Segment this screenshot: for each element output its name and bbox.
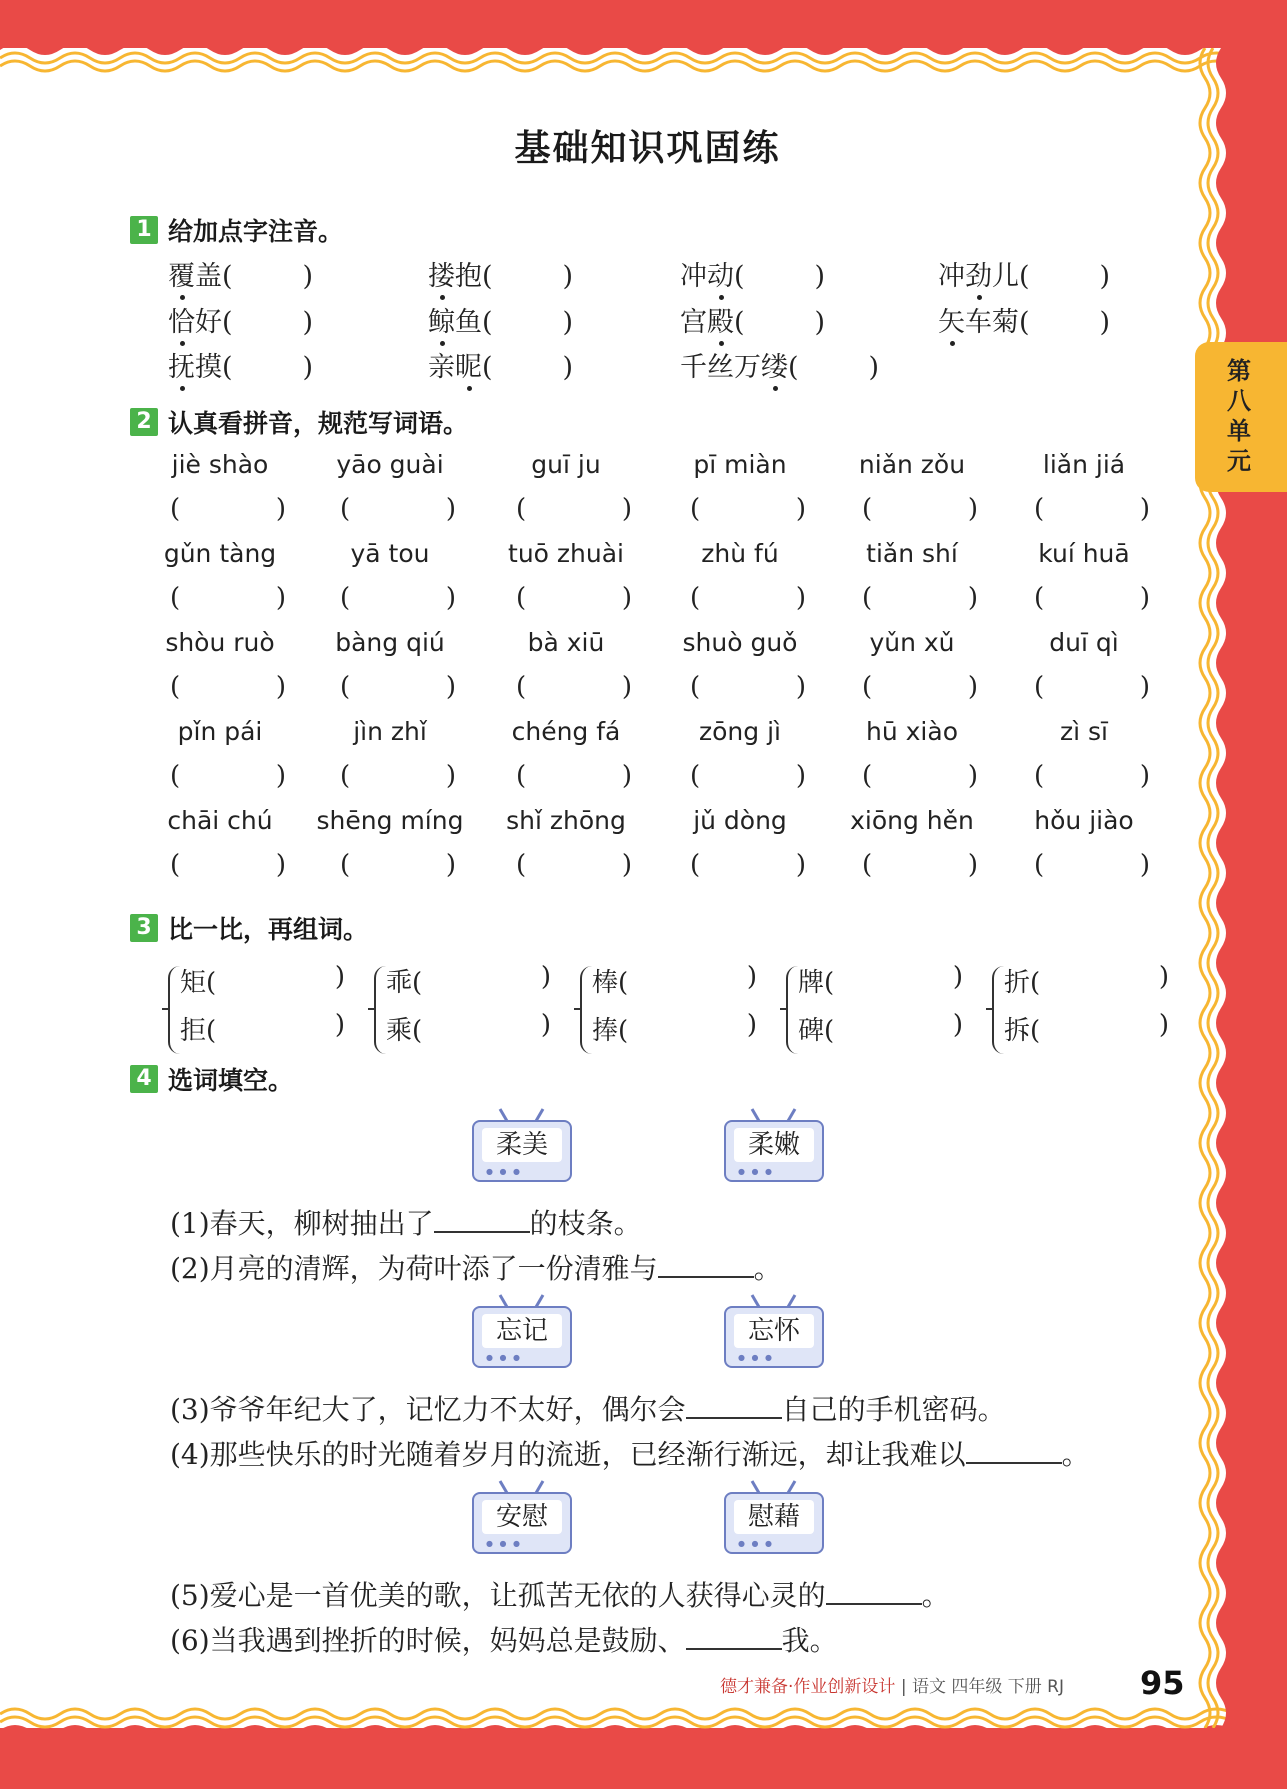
pinyin-prompt: guī ju bbox=[531, 450, 601, 479]
word-card-tv bbox=[724, 1108, 824, 1182]
answer-blank[interactable] bbox=[826, 1579, 922, 1605]
brace-bracket bbox=[992, 966, 1004, 1054]
close-paren: ) bbox=[334, 962, 345, 992]
close-paren: ) bbox=[795, 672, 806, 702]
tv-screen bbox=[724, 1120, 824, 1182]
fill-in-sentence bbox=[170, 1202, 642, 1242]
compare-word: 拒( bbox=[180, 1016, 217, 1046]
close-paren: ) bbox=[540, 1010, 551, 1040]
compare-pair bbox=[992, 962, 1167, 1062]
pinyin-prompt: hǒu jiào bbox=[1034, 806, 1134, 835]
tv-knobs: ● ● ● bbox=[738, 1167, 775, 1176]
sentence-after: 自己的手机密码。 bbox=[781, 1393, 1006, 1426]
pinyin-prompt: shēng míng bbox=[316, 806, 464, 835]
open-paren: ( bbox=[690, 672, 701, 702]
compare-word-row[interactable] bbox=[592, 1010, 757, 1047]
word-suffix: 摸( bbox=[195, 352, 233, 383]
close-paren: ) bbox=[814, 261, 826, 292]
open-paren: ( bbox=[170, 583, 181, 613]
pinyin-prompt: tuō zhuài bbox=[508, 539, 624, 568]
sentence-before: (3)爷爷年纪大了，记忆力不太好，偶尔会 bbox=[170, 1393, 686, 1426]
answer-blank[interactable] bbox=[658, 1252, 754, 1278]
close-paren: ) bbox=[814, 307, 826, 338]
word-option: 柔嫩 bbox=[734, 1128, 814, 1162]
pinyin-prompt: bà xiū bbox=[527, 628, 605, 657]
dotted-char: 劲 bbox=[965, 261, 992, 292]
pinyin-prompt: zōng jì bbox=[699, 717, 781, 746]
answer-blank[interactable] bbox=[434, 1207, 530, 1233]
fill-in-sentence bbox=[170, 1619, 838, 1659]
pinyin-prompt: liǎn jiá bbox=[1042, 450, 1126, 479]
compare-pair bbox=[580, 962, 755, 1062]
close-paren: ) bbox=[540, 962, 551, 992]
compare-word-row[interactable] bbox=[592, 962, 757, 999]
close-paren: ) bbox=[795, 761, 806, 791]
compare-word: 牌( bbox=[798, 968, 835, 998]
pinyin-prompt: chāi chú bbox=[167, 806, 273, 835]
footer bbox=[720, 1672, 1064, 1697]
open-paren: ( bbox=[1034, 672, 1045, 702]
close-paren: ) bbox=[967, 850, 978, 880]
close-paren: ) bbox=[621, 850, 632, 880]
pinyin-prompt: tiǎn shí bbox=[866, 539, 958, 568]
fill-in-sentence bbox=[170, 1388, 1006, 1428]
close-paren: ) bbox=[334, 1010, 345, 1040]
dotted-char: 搂 bbox=[428, 261, 455, 292]
pinyin-prompt: chéng fá bbox=[511, 717, 621, 746]
pinyin-prompt: yāo guài bbox=[336, 450, 444, 479]
close-paren: ) bbox=[1139, 850, 1150, 880]
open-paren: ( bbox=[690, 583, 701, 613]
pinyin-prompt: yǔn xǔ bbox=[869, 628, 955, 657]
open-paren: ( bbox=[170, 850, 181, 880]
close-paren: ) bbox=[795, 850, 806, 880]
close-paren: ) bbox=[445, 761, 456, 791]
compare-word-row[interactable] bbox=[1004, 1010, 1169, 1047]
answer-blank[interactable] bbox=[686, 1624, 782, 1650]
open-paren: ( bbox=[1034, 583, 1045, 613]
close-paren: ) bbox=[562, 352, 574, 383]
close-paren: ) bbox=[275, 494, 286, 524]
close-paren: ) bbox=[445, 672, 456, 702]
question-number-badge: 4 bbox=[130, 1065, 158, 1093]
sentence-after: 的枝条。 bbox=[529, 1207, 642, 1240]
word-suffix: 抱( bbox=[455, 261, 493, 292]
dotted-char: 缕 bbox=[761, 352, 788, 383]
open-paren: ( bbox=[516, 761, 527, 791]
open-paren: ( bbox=[862, 494, 873, 524]
close-paren: ) bbox=[1099, 261, 1111, 292]
compare-word: 折( bbox=[1004, 968, 1041, 998]
sentence-before: (4)那些快乐的时光随着岁月的流逝，已经渐行渐远，却让我难以 bbox=[170, 1438, 966, 1471]
open-paren: ( bbox=[516, 850, 527, 880]
word-card-tv bbox=[472, 1480, 572, 1554]
open-paren: ( bbox=[340, 850, 351, 880]
compare-pair bbox=[168, 962, 343, 1062]
question-number-badge: 3 bbox=[130, 914, 158, 942]
close-paren: ) bbox=[1158, 1010, 1169, 1040]
tv-knobs: ● ● ● bbox=[738, 1353, 775, 1362]
close-paren: ) bbox=[952, 962, 963, 992]
word-suffix: ( bbox=[734, 261, 745, 292]
word-prefix: 冲 bbox=[938, 261, 965, 292]
unit-tab-label: 第八单元 bbox=[1227, 357, 1251, 475]
footer-info: 语文 四年级 下册 RJ bbox=[911, 1677, 1064, 1697]
tv-screen bbox=[472, 1306, 572, 1368]
sentence-after: 。 bbox=[1061, 1438, 1090, 1471]
dotted-word-item bbox=[428, 345, 573, 384]
question-1-instruction: 给加点字注音。 bbox=[168, 217, 344, 246]
brace-bracket bbox=[168, 966, 180, 1054]
question-2-instruction: 认真看拼音，规范写词语。 bbox=[168, 409, 469, 438]
word-suffix: 好( bbox=[195, 307, 233, 338]
close-paren: ) bbox=[1099, 307, 1111, 338]
open-paren: ( bbox=[340, 583, 351, 613]
dotted-word-item bbox=[168, 345, 313, 384]
compare-word-row[interactable] bbox=[1004, 962, 1169, 999]
close-paren: ) bbox=[621, 761, 632, 791]
answer-blank[interactable] bbox=[686, 1393, 782, 1419]
sentence-before: (5)爱心是一首优美的歌，让孤苦无依的人获得心灵的 bbox=[170, 1579, 826, 1612]
question-4-instruction: 选词填空。 bbox=[168, 1066, 294, 1095]
compare-word-row[interactable] bbox=[386, 962, 551, 999]
open-paren: ( bbox=[516, 672, 527, 702]
close-paren: ) bbox=[275, 672, 286, 702]
compare-word: 捧( bbox=[592, 1016, 629, 1046]
tv-knobs: ● ● ● bbox=[486, 1167, 523, 1176]
pinyin-prompt: zhù fú bbox=[701, 539, 779, 568]
question-number-badge: 2 bbox=[130, 408, 158, 436]
close-paren: ) bbox=[952, 1010, 963, 1040]
close-paren: ) bbox=[967, 494, 978, 524]
close-paren: ) bbox=[275, 583, 286, 613]
pinyin-prompt: hū xiào bbox=[866, 717, 958, 746]
close-paren: ) bbox=[967, 583, 978, 613]
dotted-char: 恰 bbox=[168, 307, 195, 338]
pinyin-prompt: xiōng hěn bbox=[850, 806, 974, 835]
brace-bracket bbox=[374, 966, 386, 1054]
dotted-word-item bbox=[680, 254, 825, 293]
compare-pair bbox=[786, 962, 961, 1062]
sentence-after: 我。 bbox=[781, 1624, 838, 1657]
close-paren: ) bbox=[795, 494, 806, 524]
open-paren: ( bbox=[862, 672, 873, 702]
pinyin-prompt: jìn zhǐ bbox=[353, 717, 427, 746]
dotted-word-item bbox=[428, 254, 573, 293]
open-paren: ( bbox=[690, 494, 701, 524]
word-option: 忘记 bbox=[482, 1314, 562, 1348]
brace-bracket bbox=[580, 966, 592, 1054]
open-paren: ( bbox=[340, 672, 351, 702]
page-number: 95 bbox=[1140, 1664, 1185, 1702]
close-paren: ) bbox=[275, 761, 286, 791]
footer-separator: | bbox=[900, 1677, 907, 1697]
word-suffix: ( bbox=[482, 352, 493, 383]
footer-brand: 德才兼备·作业创新设计 bbox=[720, 1677, 896, 1697]
close-paren: ) bbox=[562, 261, 574, 292]
close-paren: ) bbox=[967, 672, 978, 702]
compare-word: 乘( bbox=[386, 1016, 423, 1046]
dotted-char: 抚 bbox=[168, 352, 195, 383]
open-paren: ( bbox=[690, 850, 701, 880]
compare-word-row[interactable] bbox=[180, 962, 345, 999]
tv-screen bbox=[724, 1492, 824, 1554]
dotted-char: 覆 bbox=[168, 261, 195, 292]
pinyin-prompt: jiè shào bbox=[171, 450, 269, 479]
fill-in-sentence bbox=[170, 1247, 782, 1287]
pinyin-prompt: bàng qiú bbox=[335, 628, 445, 657]
compare-word-row[interactable] bbox=[798, 962, 963, 999]
page-title: 基础知识巩固练 bbox=[514, 128, 781, 169]
sentence-after: 。 bbox=[753, 1252, 782, 1285]
dotted-word-item bbox=[938, 254, 1110, 293]
sentence-before: (2)月亮的清辉，为荷叶添了一份清雅与 bbox=[170, 1252, 658, 1285]
word-card-tv bbox=[472, 1294, 572, 1368]
word-prefix: 亲 bbox=[428, 352, 455, 383]
open-paren: ( bbox=[862, 761, 873, 791]
question-3-instruction: 比一比，再组词。 bbox=[168, 915, 369, 944]
dotted-char: 殿 bbox=[707, 307, 734, 338]
close-paren: ) bbox=[445, 494, 456, 524]
open-paren: ( bbox=[170, 672, 181, 702]
word-card-tv bbox=[724, 1294, 824, 1368]
word-suffix: 车菊( bbox=[965, 307, 1030, 338]
tv-knobs: ● ● ● bbox=[486, 1353, 523, 1362]
close-paren: ) bbox=[562, 307, 574, 338]
close-paren: ) bbox=[1139, 672, 1150, 702]
open-paren: ( bbox=[516, 494, 527, 524]
pinyin-prompt: duī qì bbox=[1049, 628, 1119, 657]
wavy-border-right bbox=[1195, 48, 1235, 1728]
compare-word: 矩( bbox=[180, 968, 217, 998]
open-paren: ( bbox=[862, 583, 873, 613]
pinyin-prompt: shòu ruò bbox=[165, 628, 275, 657]
brace-bracket bbox=[786, 966, 798, 1054]
pinyin-prompt: pǐn pái bbox=[177, 717, 263, 746]
close-paren: ) bbox=[1139, 494, 1150, 524]
close-paren: ) bbox=[302, 307, 314, 338]
fill-in-sentence bbox=[170, 1574, 950, 1614]
sentence-after: 。 bbox=[921, 1579, 950, 1612]
dotted-word-item bbox=[428, 300, 573, 339]
sentence-before: (6)当我遇到挫折的时候，妈妈总是鼓励、 bbox=[170, 1624, 686, 1657]
compare-word: 拆( bbox=[1004, 1016, 1041, 1046]
pinyin-prompt: yā tou bbox=[350, 539, 430, 568]
compare-word: 乖( bbox=[386, 968, 423, 998]
word-option: 忘怀 bbox=[734, 1314, 814, 1348]
pinyin-prompt: niǎn zǒu bbox=[858, 450, 966, 479]
close-paren: ) bbox=[445, 850, 456, 880]
word-card-tv bbox=[472, 1108, 572, 1182]
dotted-word-item bbox=[168, 254, 313, 293]
close-paren: ) bbox=[275, 850, 286, 880]
open-paren: ( bbox=[1034, 494, 1045, 524]
tv-knobs: ● ● ● bbox=[486, 1539, 523, 1548]
open-paren: ( bbox=[516, 583, 527, 613]
dotted-char: 矢 bbox=[938, 307, 965, 338]
pinyin-prompt: kuí huā bbox=[1038, 539, 1130, 568]
question-3-header bbox=[130, 910, 369, 944]
open-paren: ( bbox=[1034, 761, 1045, 791]
word-prefix: 冲 bbox=[680, 261, 707, 292]
close-paren: ) bbox=[746, 1010, 757, 1040]
word-suffix: ( bbox=[734, 307, 745, 338]
close-paren: ) bbox=[302, 261, 314, 292]
compare-word: 棒( bbox=[592, 968, 629, 998]
question-number-badge: 1 bbox=[130, 216, 158, 244]
close-paren: ) bbox=[967, 761, 978, 791]
wavy-border-top bbox=[0, 40, 1235, 80]
word-option: 安慰 bbox=[482, 1500, 562, 1534]
question-4-header bbox=[130, 1061, 294, 1095]
open-paren: ( bbox=[690, 761, 701, 791]
dotted-word-item bbox=[680, 345, 879, 384]
sentence-before: (1)春天，柳树抽出了 bbox=[170, 1207, 434, 1240]
tv-screen bbox=[472, 1492, 572, 1554]
question-1-header bbox=[130, 212, 344, 246]
compare-word-row[interactable] bbox=[798, 1010, 963, 1047]
compare-word: 碑( bbox=[798, 1016, 835, 1046]
open-paren: ( bbox=[340, 761, 351, 791]
close-paren: ) bbox=[1158, 962, 1169, 992]
fill-in-sentence bbox=[170, 1433, 1090, 1473]
close-paren: ) bbox=[795, 583, 806, 613]
close-paren: ) bbox=[621, 672, 632, 702]
dotted-word-item bbox=[938, 300, 1110, 339]
pinyin-prompt: shuò guǒ bbox=[682, 628, 798, 657]
close-paren: ) bbox=[302, 352, 314, 383]
dotted-word-item bbox=[168, 300, 313, 339]
pinyin-prompt: pī miàn bbox=[693, 450, 787, 479]
close-paren: ) bbox=[621, 583, 632, 613]
word-suffix: 盖( bbox=[195, 261, 233, 292]
tv-screen bbox=[472, 1120, 572, 1182]
compare-pair bbox=[374, 962, 549, 1062]
answer-blank[interactable] bbox=[966, 1438, 1062, 1464]
tv-screen bbox=[724, 1306, 824, 1368]
open-paren: ( bbox=[1034, 850, 1045, 880]
unit-tab bbox=[1195, 342, 1287, 492]
dotted-word-item bbox=[680, 300, 825, 339]
word-suffix: 儿( bbox=[992, 261, 1030, 292]
word-suffix: ( bbox=[788, 352, 799, 383]
close-paren: ) bbox=[1139, 583, 1150, 613]
pinyin-prompt: gǔn tàng bbox=[163, 539, 277, 568]
wavy-border-bottom bbox=[0, 1700, 1235, 1740]
dotted-char: 昵 bbox=[455, 352, 482, 383]
close-paren: ) bbox=[746, 962, 757, 992]
compare-word-row[interactable] bbox=[180, 1010, 345, 1047]
word-card-tv bbox=[724, 1480, 824, 1554]
word-suffix: 鱼( bbox=[455, 307, 493, 338]
open-paren: ( bbox=[170, 494, 181, 524]
pinyin-prompt: shǐ zhōng bbox=[506, 806, 626, 835]
dotted-char: 鲸 bbox=[428, 307, 455, 338]
close-paren: ) bbox=[868, 352, 880, 383]
open-paren: ( bbox=[170, 761, 181, 791]
close-paren: ) bbox=[1139, 761, 1150, 791]
word-prefix: 千丝万 bbox=[680, 352, 761, 383]
close-paren: ) bbox=[621, 494, 632, 524]
tv-knobs: ● ● ● bbox=[738, 1539, 775, 1548]
open-paren: ( bbox=[340, 494, 351, 524]
word-option: 慰藉 bbox=[734, 1500, 814, 1534]
dotted-char: 动 bbox=[707, 261, 734, 292]
open-paren: ( bbox=[862, 850, 873, 880]
word-option: 柔美 bbox=[482, 1128, 562, 1162]
question-2-header bbox=[130, 404, 469, 438]
word-prefix: 宫 bbox=[680, 307, 707, 338]
pinyin-prompt: jǔ dòng bbox=[693, 806, 787, 835]
close-paren: ) bbox=[445, 583, 456, 613]
compare-word-row[interactable] bbox=[386, 1010, 551, 1047]
pinyin-prompt: zì sī bbox=[1060, 717, 1108, 746]
